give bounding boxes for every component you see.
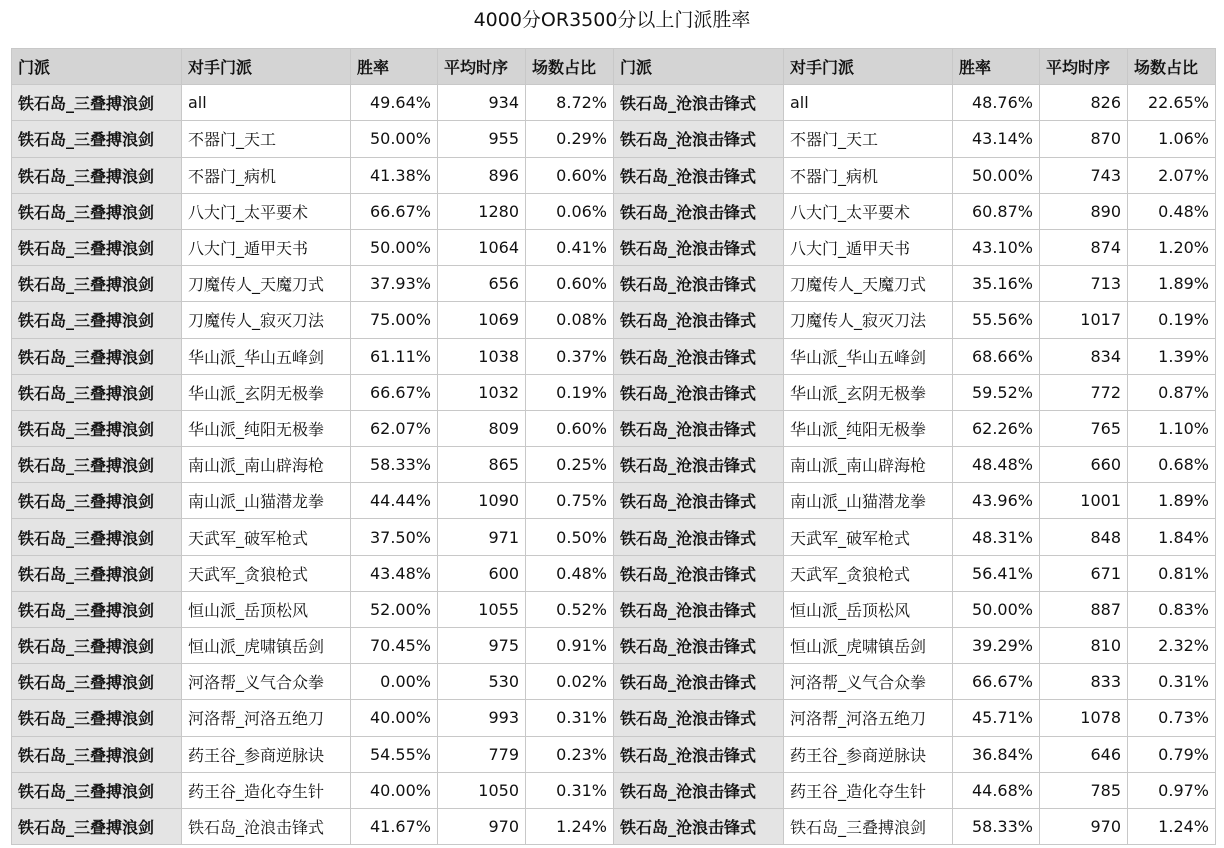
opponent-cell: all xyxy=(182,85,351,121)
column-header-opponent: 对手门派 xyxy=(784,49,953,85)
match-share-cell: 0.19% xyxy=(1128,302,1216,338)
opponent-cell: 刀魔传人_寂灭刀法 xyxy=(784,302,953,338)
match-share-cell: 0.75% xyxy=(526,483,614,519)
opponent-cell: 恒山派_岳顶松风 xyxy=(182,591,351,627)
opponent-cell: 不器门_病机 xyxy=(182,157,351,193)
opponent-cell: 八大门_遁甲天书 xyxy=(182,229,351,265)
opponent-cell: all xyxy=(784,85,953,121)
match-share-cell: 0.06% xyxy=(526,193,614,229)
opponent-cell: 华山派_玄阴无极拳 xyxy=(784,374,953,410)
match-share-cell: 0.02% xyxy=(526,664,614,700)
winrate-cell: 50.00% xyxy=(351,229,438,265)
opponent-cell: 不器门_病机 xyxy=(784,157,953,193)
avg-time-cell: 1078 xyxy=(1040,700,1128,736)
table-row xyxy=(12,519,1216,555)
winrate-cell: 39.29% xyxy=(953,628,1040,664)
avg-time-cell: 1038 xyxy=(438,338,526,374)
match-share-cell: 1.20% xyxy=(1128,229,1216,265)
avg-time-cell: 785 xyxy=(1040,772,1128,808)
match-share-cell: 0.97% xyxy=(1128,772,1216,808)
match-share-cell: 1.24% xyxy=(526,808,614,844)
avg-time-cell: 765 xyxy=(1040,410,1128,446)
match-share-cell: 0.25% xyxy=(526,447,614,483)
column-header-sect: 门派 xyxy=(12,49,182,85)
sect-cell: 铁石岛_三叠搏浪剑 xyxy=(12,736,182,772)
sect-cell: 铁石岛_沧浪击锋式 xyxy=(614,483,784,519)
match-share-cell: 0.31% xyxy=(526,700,614,736)
sect-cell: 铁石岛_沧浪击锋式 xyxy=(614,628,784,664)
opponent-cell: 恒山派_岳顶松风 xyxy=(784,591,953,627)
opponent-cell: 恒山派_虎啸镇岳剑 xyxy=(182,628,351,664)
table-row xyxy=(12,664,1216,700)
winrate-cell: 44.44% xyxy=(351,483,438,519)
winrate-cell: 61.11% xyxy=(351,338,438,374)
column-header-winrate: 胜率 xyxy=(351,49,438,85)
table-body xyxy=(12,85,1216,845)
table-row xyxy=(12,591,1216,627)
avg-time-cell: 660 xyxy=(1040,447,1128,483)
opponent-cell: 南山派_南山辟海枪 xyxy=(784,447,953,483)
winrate-cell: 50.00% xyxy=(351,121,438,157)
column-header-match-share: 场数占比 xyxy=(1128,49,1216,85)
match-share-cell: 0.83% xyxy=(1128,591,1216,627)
opponent-cell: 天武军_贪狼枪式 xyxy=(182,555,351,591)
winrate-table xyxy=(11,48,1216,845)
avg-time-cell: 870 xyxy=(1040,121,1128,157)
winrate-cell: 41.67% xyxy=(351,808,438,844)
winrate-cell: 48.31% xyxy=(953,519,1040,555)
opponent-cell: 药王谷_造化夺生针 xyxy=(182,772,351,808)
match-share-cell: 1.89% xyxy=(1128,483,1216,519)
match-share-cell: 1.10% xyxy=(1128,410,1216,446)
match-share-cell: 0.60% xyxy=(526,157,614,193)
table-row xyxy=(12,483,1216,519)
table-row xyxy=(12,85,1216,121)
winrate-cell: 48.76% xyxy=(953,85,1040,121)
opponent-cell: 南山派_山猫潜龙拳 xyxy=(182,483,351,519)
avg-time-cell: 833 xyxy=(1040,664,1128,700)
match-share-cell: 8.72% xyxy=(526,85,614,121)
winrate-cell: 43.48% xyxy=(351,555,438,591)
opponent-cell: 河洛帮_河洛五绝刀 xyxy=(182,700,351,736)
avg-time-cell: 955 xyxy=(438,121,526,157)
sect-cell: 铁石岛_三叠搏浪剑 xyxy=(12,193,182,229)
winrate-cell: 68.66% xyxy=(953,338,1040,374)
header-row xyxy=(12,49,1216,85)
sect-cell: 铁石岛_沧浪击锋式 xyxy=(614,374,784,410)
sect-cell: 铁石岛_三叠搏浪剑 xyxy=(12,628,182,664)
table-row xyxy=(12,447,1216,483)
avg-time-cell: 810 xyxy=(1040,628,1128,664)
winrate-cell: 58.33% xyxy=(953,808,1040,844)
winrate-cell: 0.00% xyxy=(351,664,438,700)
sect-cell: 铁石岛_三叠搏浪剑 xyxy=(12,302,182,338)
winrate-cell: 43.10% xyxy=(953,229,1040,265)
table-row xyxy=(12,229,1216,265)
opponent-cell: 药王谷_参商逆脉诀 xyxy=(182,736,351,772)
column-header-match-share: 场数占比 xyxy=(526,49,614,85)
winrate-cell: 37.50% xyxy=(351,519,438,555)
sect-cell: 铁石岛_三叠搏浪剑 xyxy=(12,338,182,374)
winrate-cell: 37.93% xyxy=(351,266,438,302)
sect-cell: 铁石岛_三叠搏浪剑 xyxy=(12,374,182,410)
sect-cell: 铁石岛_三叠搏浪剑 xyxy=(12,555,182,591)
opponent-cell: 刀魔传人_天魔刀式 xyxy=(784,266,953,302)
avg-time-cell: 743 xyxy=(1040,157,1128,193)
avg-time-cell: 890 xyxy=(1040,193,1128,229)
match-share-cell: 0.23% xyxy=(526,736,614,772)
match-share-cell: 0.91% xyxy=(526,628,614,664)
avg-time-cell: 772 xyxy=(1040,374,1128,410)
winrate-cell: 52.00% xyxy=(351,591,438,627)
match-share-cell: 0.60% xyxy=(526,410,614,446)
avg-time-cell: 1280 xyxy=(438,193,526,229)
match-share-cell: 1.24% xyxy=(1128,808,1216,844)
sect-cell: 铁石岛_沧浪击锋式 xyxy=(614,266,784,302)
avg-time-cell: 993 xyxy=(438,700,526,736)
match-share-cell: 2.32% xyxy=(1128,628,1216,664)
avg-time-cell: 970 xyxy=(1040,808,1128,844)
sect-cell: 铁石岛_三叠搏浪剑 xyxy=(12,664,182,700)
sect-cell: 铁石岛_沧浪击锋式 xyxy=(614,736,784,772)
avg-time-cell: 1090 xyxy=(438,483,526,519)
column-header-avg-time: 平均时序 xyxy=(1040,49,1128,85)
match-share-cell: 0.52% xyxy=(526,591,614,627)
avg-time-cell: 671 xyxy=(1040,555,1128,591)
avg-time-cell: 600 xyxy=(438,555,526,591)
opponent-cell: 不器门_天工 xyxy=(182,121,351,157)
match-share-cell: 0.29% xyxy=(526,121,614,157)
winrate-cell: 58.33% xyxy=(351,447,438,483)
opponent-cell: 铁石岛_三叠搏浪剑 xyxy=(784,808,953,844)
avg-time-cell: 826 xyxy=(1040,85,1128,121)
sect-cell: 铁石岛_沧浪击锋式 xyxy=(614,808,784,844)
avg-time-cell: 1055 xyxy=(438,591,526,627)
sect-cell: 铁石岛_沧浪击锋式 xyxy=(614,664,784,700)
opponent-cell: 华山派_华山五峰剑 xyxy=(182,338,351,374)
sect-cell: 铁石岛_三叠搏浪剑 xyxy=(12,157,182,193)
opponent-cell: 华山派_纯阳无极拳 xyxy=(784,410,953,446)
winrate-cell: 66.67% xyxy=(953,664,1040,700)
avg-time-cell: 970 xyxy=(438,808,526,844)
winrate-cell: 45.71% xyxy=(953,700,1040,736)
winrate-cell: 50.00% xyxy=(953,591,1040,627)
avg-time-cell: 865 xyxy=(438,447,526,483)
avg-time-cell: 1001 xyxy=(1040,483,1128,519)
winrate-cell: 55.56% xyxy=(953,302,1040,338)
match-share-cell: 0.87% xyxy=(1128,374,1216,410)
opponent-cell: 铁石岛_沧浪击锋式 xyxy=(182,808,351,844)
match-share-cell: 22.65% xyxy=(1128,85,1216,121)
match-share-cell: 0.31% xyxy=(526,772,614,808)
avg-time-cell: 971 xyxy=(438,519,526,555)
sect-cell: 铁石岛_三叠搏浪剑 xyxy=(12,229,182,265)
opponent-cell: 华山派_纯阳无极拳 xyxy=(182,410,351,446)
winrate-cell: 36.84% xyxy=(953,736,1040,772)
opponent-cell: 南山派_山猫潜龙拳 xyxy=(784,483,953,519)
avg-time-cell: 1017 xyxy=(1040,302,1128,338)
opponent-cell: 南山派_南山辟海枪 xyxy=(182,447,351,483)
column-header-sect: 门派 xyxy=(614,49,784,85)
match-share-cell: 1.89% xyxy=(1128,266,1216,302)
table-row xyxy=(12,193,1216,229)
avg-time-cell: 779 xyxy=(438,736,526,772)
winrate-cell: 49.64% xyxy=(351,85,438,121)
match-share-cell: 0.37% xyxy=(526,338,614,374)
table-row xyxy=(12,374,1216,410)
winrate-cell: 66.67% xyxy=(351,374,438,410)
sect-cell: 铁石岛_三叠搏浪剑 xyxy=(12,85,182,121)
opponent-cell: 八大门_太平要术 xyxy=(182,193,351,229)
match-share-cell: 1.06% xyxy=(1128,121,1216,157)
winrate-cell: 59.52% xyxy=(953,374,1040,410)
opponent-cell: 恒山派_虎啸镇岳剑 xyxy=(784,628,953,664)
winrate-cell: 60.87% xyxy=(953,193,1040,229)
table-row xyxy=(12,700,1216,736)
match-share-cell: 2.07% xyxy=(1128,157,1216,193)
avg-time-cell: 834 xyxy=(1040,338,1128,374)
column-header-avg-time: 平均时序 xyxy=(438,49,526,85)
match-share-cell: 0.50% xyxy=(526,519,614,555)
winrate-cell: 43.96% xyxy=(953,483,1040,519)
sect-cell: 铁石岛_沧浪击锋式 xyxy=(614,121,784,157)
opponent-cell: 不器门_天工 xyxy=(784,121,953,157)
avg-time-cell: 646 xyxy=(1040,736,1128,772)
opponent-cell: 河洛帮_义气合众拳 xyxy=(784,664,953,700)
sect-cell: 铁石岛_沧浪击锋式 xyxy=(614,519,784,555)
sect-cell: 铁石岛_三叠搏浪剑 xyxy=(12,266,182,302)
avg-time-cell: 530 xyxy=(438,664,526,700)
sect-cell: 铁石岛_沧浪击锋式 xyxy=(614,447,784,483)
avg-time-cell: 713 xyxy=(1040,266,1128,302)
avg-time-cell: 896 xyxy=(438,157,526,193)
sect-cell: 铁石岛_沧浪击锋式 xyxy=(614,302,784,338)
sect-cell: 铁石岛_沧浪击锋式 xyxy=(614,338,784,374)
avg-time-cell: 656 xyxy=(438,266,526,302)
table-row xyxy=(12,628,1216,664)
sect-cell: 铁石岛_三叠搏浪剑 xyxy=(12,591,182,627)
page-title: 4000分OR3500分以上门派胜率 xyxy=(473,9,751,31)
table-row xyxy=(12,266,1216,302)
match-share-cell: 0.79% xyxy=(1128,736,1216,772)
avg-time-cell: 809 xyxy=(438,410,526,446)
match-share-cell: 0.81% xyxy=(1128,555,1216,591)
opponent-cell: 刀魔传人_天魔刀式 xyxy=(182,266,351,302)
match-share-cell: 0.48% xyxy=(1128,193,1216,229)
opponent-cell: 河洛帮_河洛五绝刀 xyxy=(784,700,953,736)
match-share-cell: 0.08% xyxy=(526,302,614,338)
sect-cell: 铁石岛_沧浪击锋式 xyxy=(614,700,784,736)
opponent-cell: 华山派_华山五峰剑 xyxy=(784,338,953,374)
winrate-cell: 44.68% xyxy=(953,772,1040,808)
sect-cell: 铁石岛_三叠搏浪剑 xyxy=(12,519,182,555)
winrate-cell: 35.16% xyxy=(953,266,1040,302)
sect-cell: 铁石岛_三叠搏浪剑 xyxy=(12,410,182,446)
match-share-cell: 0.60% xyxy=(526,266,614,302)
avg-time-cell: 1069 xyxy=(438,302,526,338)
winrate-cell: 66.67% xyxy=(351,193,438,229)
opponent-cell: 河洛帮_义气合众拳 xyxy=(182,664,351,700)
avg-time-cell: 1050 xyxy=(438,772,526,808)
avg-time-cell: 874 xyxy=(1040,229,1128,265)
sect-cell: 铁石岛_三叠搏浪剑 xyxy=(12,772,182,808)
winrate-cell: 62.07% xyxy=(351,410,438,446)
sect-cell: 铁石岛_三叠搏浪剑 xyxy=(12,483,182,519)
opponent-cell: 天武军_贪狼枪式 xyxy=(784,555,953,591)
table-row xyxy=(12,772,1216,808)
winrate-cell: 62.26% xyxy=(953,410,1040,446)
column-header-opponent: 对手门派 xyxy=(182,49,351,85)
winrate-cell: 40.00% xyxy=(351,772,438,808)
sect-cell: 铁石岛_沧浪击锋式 xyxy=(614,193,784,229)
avg-time-cell: 934 xyxy=(438,85,526,121)
winrate-cell: 50.00% xyxy=(953,157,1040,193)
sect-cell: 铁石岛_沧浪击锋式 xyxy=(614,591,784,627)
opponent-cell: 天武军_破军枪式 xyxy=(182,519,351,555)
winrate-cell: 43.14% xyxy=(953,121,1040,157)
opponent-cell: 药王谷_参商逆脉诀 xyxy=(784,736,953,772)
sect-cell: 铁石岛_沧浪击锋式 xyxy=(614,229,784,265)
table-row xyxy=(12,555,1216,591)
opponent-cell: 药王谷_造化夺生针 xyxy=(784,772,953,808)
opponent-cell: 八大门_太平要术 xyxy=(784,193,953,229)
table-row xyxy=(12,157,1216,193)
table-row xyxy=(12,736,1216,772)
winrate-cell: 75.00% xyxy=(351,302,438,338)
match-share-cell: 0.19% xyxy=(526,374,614,410)
opponent-cell: 刀魔传人_寂灭刀法 xyxy=(182,302,351,338)
match-share-cell: 0.68% xyxy=(1128,447,1216,483)
sect-cell: 铁石岛_三叠搏浪剑 xyxy=(12,447,182,483)
match-share-cell: 0.73% xyxy=(1128,700,1216,736)
winrate-cell: 54.55% xyxy=(351,736,438,772)
winrate-cell: 70.45% xyxy=(351,628,438,664)
match-share-cell: 1.84% xyxy=(1128,519,1216,555)
table-row xyxy=(12,121,1216,157)
avg-time-cell: 1032 xyxy=(438,374,526,410)
sect-cell: 铁石岛_沧浪击锋式 xyxy=(614,157,784,193)
match-share-cell: 0.41% xyxy=(526,229,614,265)
winrate-cell: 40.00% xyxy=(351,700,438,736)
avg-time-cell: 975 xyxy=(438,628,526,664)
opponent-cell: 八大门_遁甲天书 xyxy=(784,229,953,265)
winrate-cell: 41.38% xyxy=(351,157,438,193)
sect-cell: 铁石岛_沧浪击锋式 xyxy=(614,772,784,808)
match-share-cell: 0.31% xyxy=(1128,664,1216,700)
opponent-cell: 华山派_玄阴无极拳 xyxy=(182,374,351,410)
winrate-cell: 48.48% xyxy=(953,447,1040,483)
sect-cell: 铁石岛_三叠搏浪剑 xyxy=(12,808,182,844)
sect-cell: 铁石岛_三叠搏浪剑 xyxy=(12,121,182,157)
column-header-winrate: 胜率 xyxy=(953,49,1040,85)
winrate-cell: 56.41% xyxy=(953,555,1040,591)
table-row xyxy=(12,808,1216,844)
sect-cell: 铁石岛_三叠搏浪剑 xyxy=(12,700,182,736)
sect-cell: 铁石岛_沧浪击锋式 xyxy=(614,555,784,591)
match-share-cell: 0.48% xyxy=(526,555,614,591)
table-row xyxy=(12,410,1216,446)
table-row xyxy=(12,338,1216,374)
avg-time-cell: 1064 xyxy=(438,229,526,265)
avg-time-cell: 887 xyxy=(1040,591,1128,627)
opponent-cell: 天武军_破军枪式 xyxy=(784,519,953,555)
match-share-cell: 1.39% xyxy=(1128,338,1216,374)
table-row xyxy=(12,302,1216,338)
sect-cell: 铁石岛_沧浪击锋式 xyxy=(614,410,784,446)
avg-time-cell: 848 xyxy=(1040,519,1128,555)
sect-cell: 铁石岛_沧浪击锋式 xyxy=(614,85,784,121)
